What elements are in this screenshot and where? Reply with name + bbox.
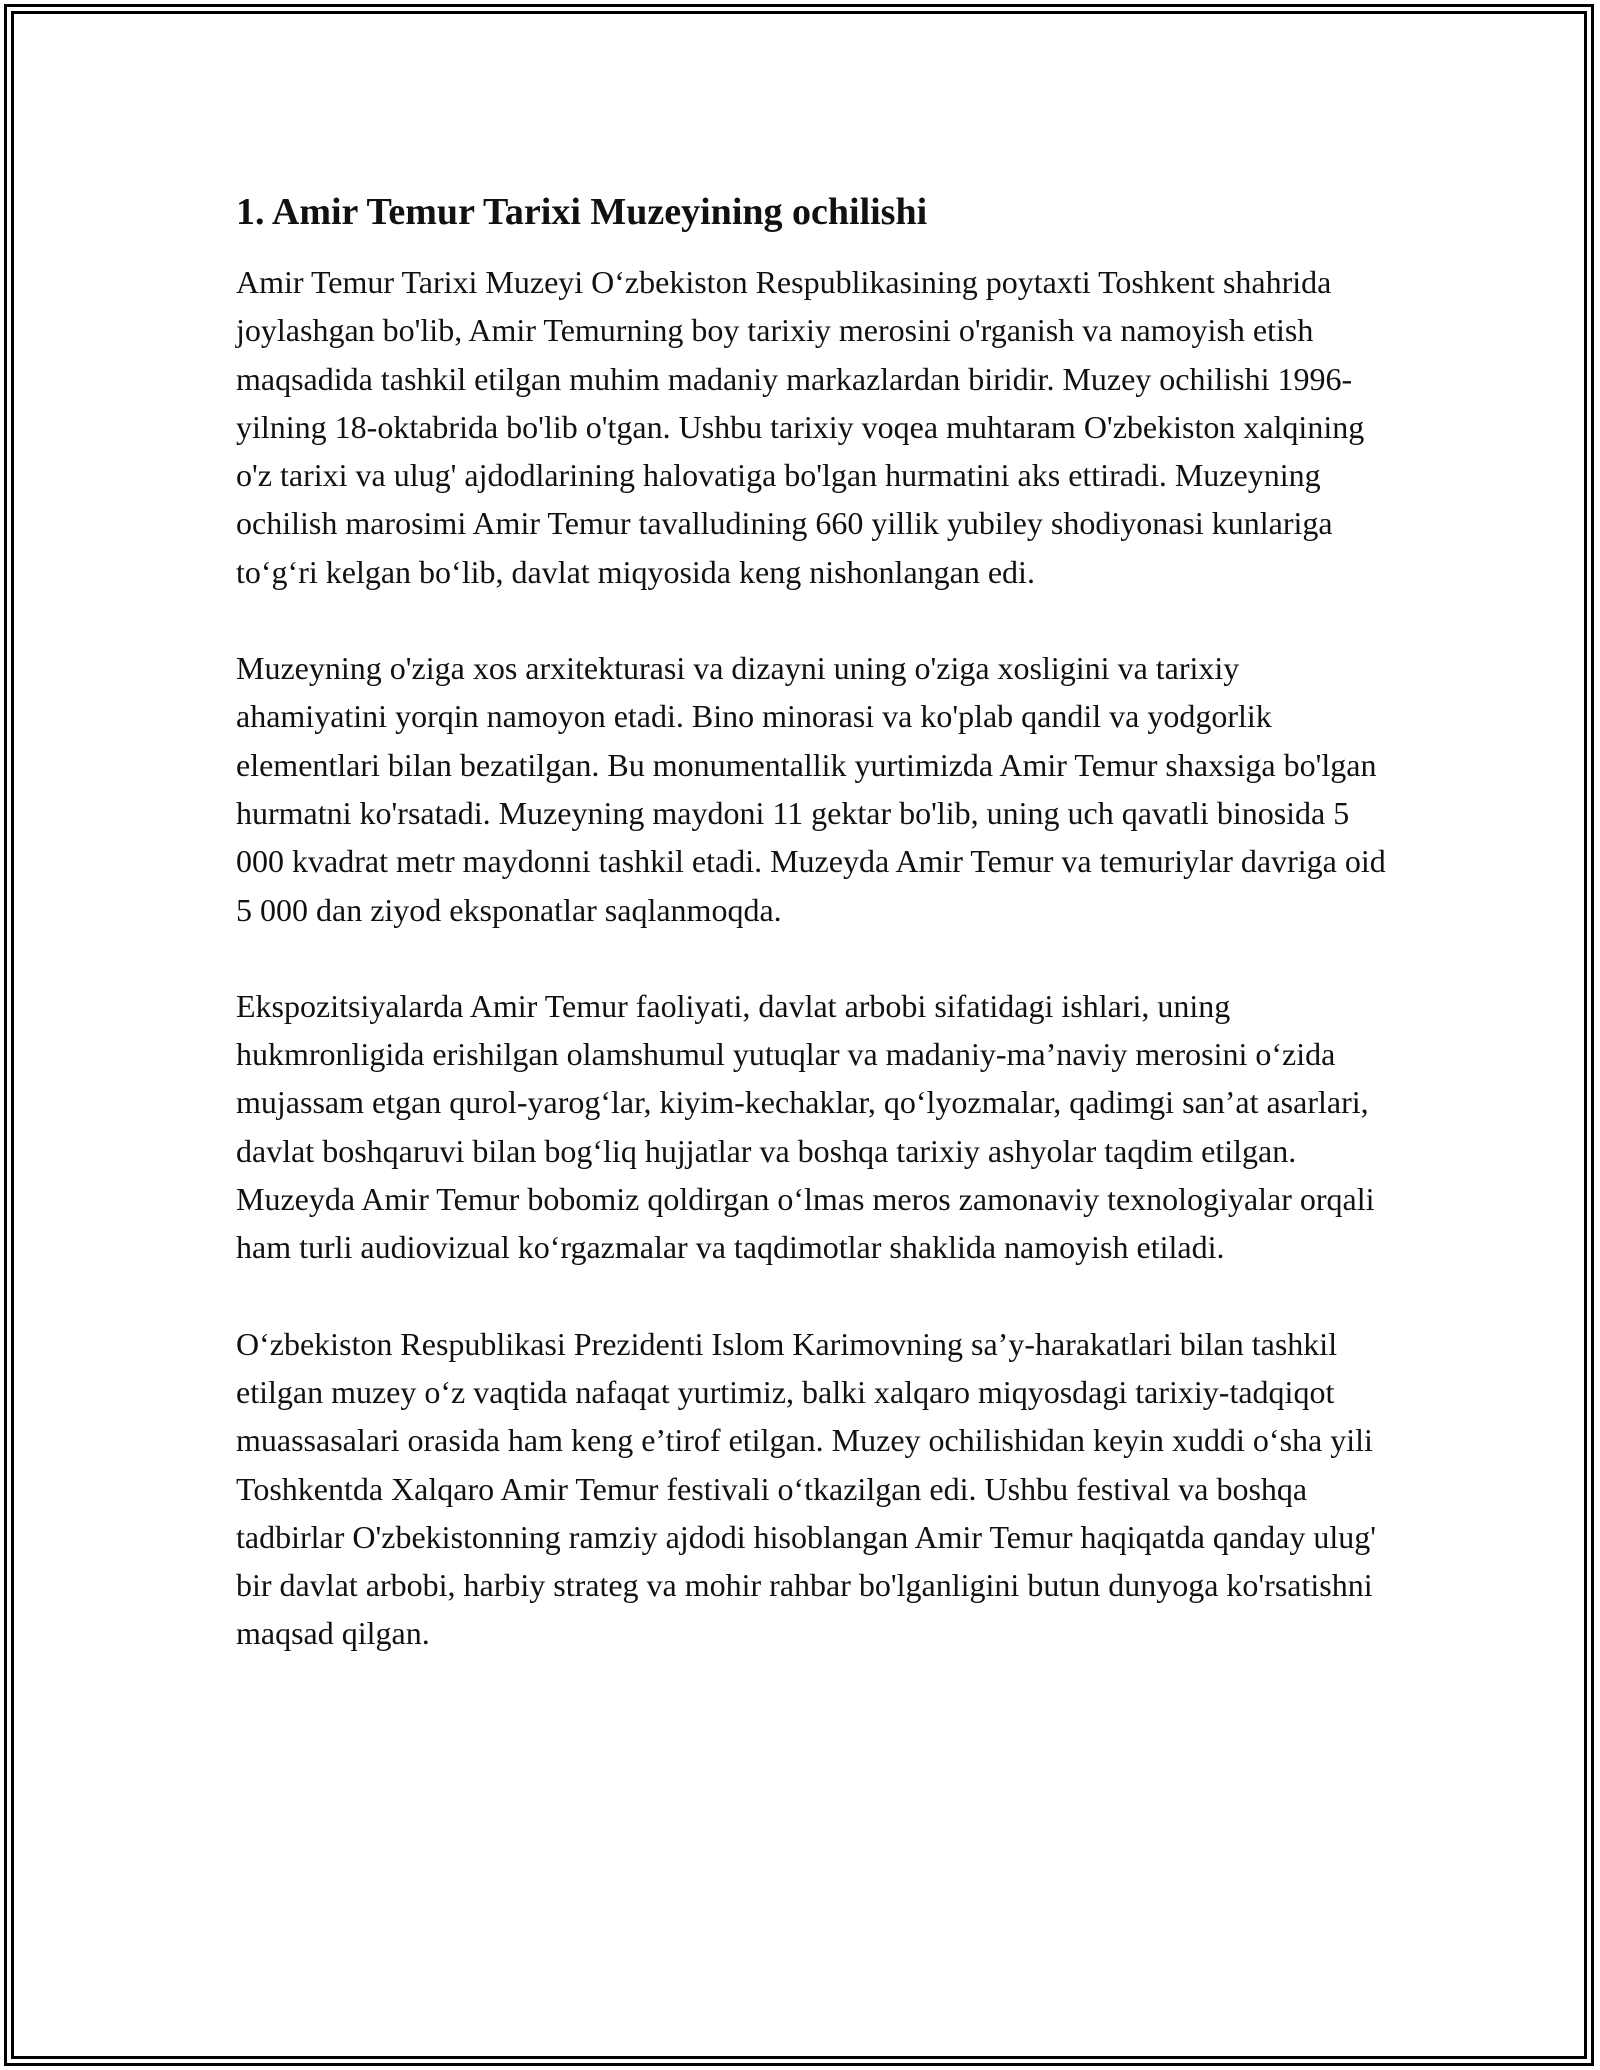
section-heading: 1. Amir Temur Tarixi Muzeyining ochilishi bbox=[236, 191, 928, 233]
paragraph-opening: Amir Temur Tarixi Muzeyi O‘zbekiston Respublikasining poytaxti Toshkent shahrida joylashgan bo'lib, Amir Temurning boy tarixiy merosini o'rganish va namoyish etish maqsadida tashkil etilgan muhim madaniy markazlardan biridir. Muzey ochilishi 1996-yilning 18-oktabrida bo'lib o'tgan. Ushbu tarixiy voqea muhtaram O'zbekiston xalqining o'z tarixi va ulug' ajdodlarining halovatiga bo'lgan hurmatini aks ettiradi. Muzeyning ochilish marosimi Amir Temur tavalludining 660 yillik yubiley shodiyonasi kunlariga to‘g‘ri kelgan bo‘lib, davlat miqyosida keng nishonlangan edi. bbox=[236, 264, 1365, 590]
paragraph-exhibitions: Ekspozitsiyalarda Amir Temur faoliyati, davlat arbobi sifatidagi ishlari, uning hukmronligida erishilgan olamshumul yutuqlar va madaniy-ma’naviy merosini o‘zida mujassam etgan qurol-yarog‘lar, kiyim-kechaklar, qo‘lyozmalar, qadimgi san’at asarlari, davlat boshqaruvi bilan bog‘liq hujjatlar va boshqa tarixiy ashyolar taqdim etilgan. Muzeyda Amir Temur bobomiz qoldirgan o‘lmas meros zamonaviy texnologiyalar orqali ham turli audiovizual ko‘rgazmalar va taqdimotlar shaklida namoyish etiladi. bbox=[236, 987, 1375, 1266]
document-body bbox=[236, 186, 1386, 1706]
paragraph-recognition: O‘zbekiston Respublikasi Prezidenti Islom Karimovning sa’y-harakatlari bilan tashkil etilgan muzey o‘z vaqtida nafaqat yurtimiz, balki xalqaro miqyosdagi tarixiy-tadqiqot muassasalari orasida ham keng e’tirof etilgan. Muzey ochilishidan keyin xuddi o‘sha yili Toshkentda Xalqaro Amir Temur festivali o‘tkazilgan edi. Ushbu festival va boshqa tadbirlar O'zbekistonning ramziy ajdodi hisoblangan Amir Temur haqiqatda qanday ulug' bir davlat arbobi, harbiy strateg va mohir rahbar bo'lganligini butun dunyoga ko'rsatishni maqsad qilgan. bbox=[236, 1325, 1376, 1652]
paragraph-architecture: Muzeyning o'ziga xos arxitekturasi va dizayni uning o'ziga xosligini va tarixiy ahamiyatini yorqin namoyon etadi. Bino minorasi va ko'plab qandil va yodgorlik elementlari bilan bezatilgan. Bu monumentallik yurtimizda Amir Temur shaxsiga bo'lgan hurmatni ko'rsatadi. Muzeyning maydoni 11 gektar bo'lib, uning uch qavatli binosida 5 000 kvadrat metr maydonni tashkil etadi. Muzeyda Amir Temur va temuriylar davriga oid 5 000 dan ziyod eksponatlar saqlanmoqda. bbox=[236, 650, 1386, 928]
